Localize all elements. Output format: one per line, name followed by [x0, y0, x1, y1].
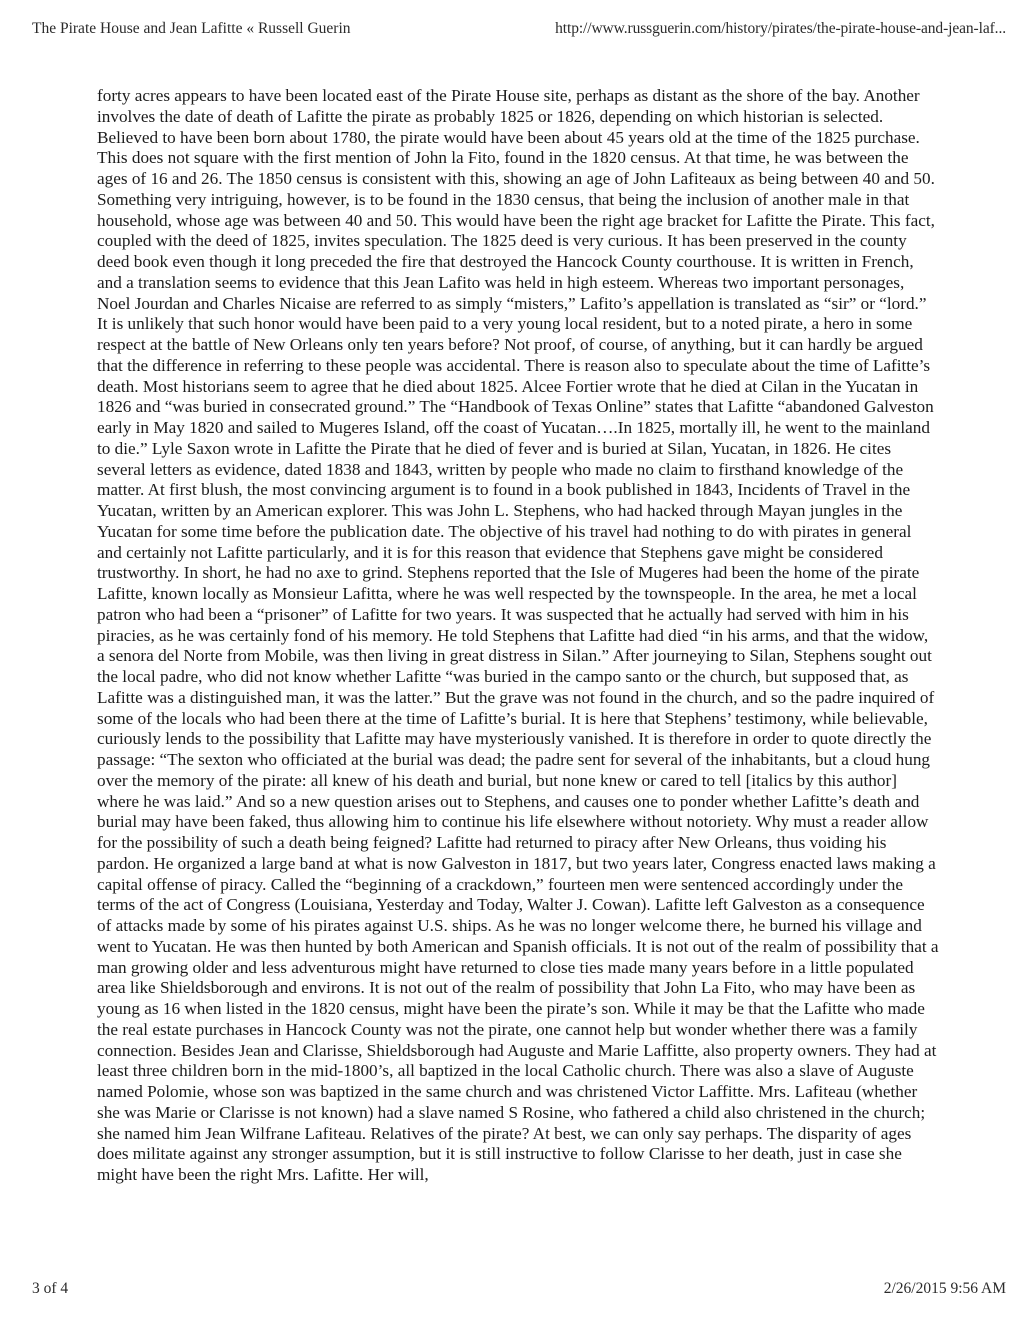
page-header [32, 20, 1006, 44]
page-footer [32, 1280, 1006, 1304]
print-datetime: 2/26/2015 9:56 AM [883, 1280, 1006, 1297]
page-url: http://www.russguerin.com/history/pirates/the-pirate-house-and-jean-laf... [555, 20, 1006, 37]
page-number: 3 of 4 [32, 1280, 69, 1297]
article-body-text: forty acres appears to have been located east of the Pirate House site, perhaps as distant as the shore of the bay. Another involves the date of death of Lafitte the pirate as probably 1825 or 1826, depending on which historian is selected. Believed to have been born about 1780, the pirate would have been about 45 years old at the time of the 1825 purchase. This does not square with the first mention of John la Fito, found in the 1820 census. At that time, he was between the ages of 16 and 26. The 1850 census is consistent with this, showing an age of John Lafiteaux as being between 40 and 50. Something very intriguing, however, is to be found in the 1830 census, that being the inclusion of another male in that household, whose age was between 40 and 50. This would have been the right age bracket for Lafitte the Pirate. This fact, coupled with the deed of 1825, invites speculation. The 1825 deed is very curious. It has been preserved in the county deed book even though it long preceded the fire that destroyed the Hancock County courthouse. It is written in French, and a translation seems to evidence that this Jean Lafito was held in high esteem. Whereas two important personages, Noel Jourdan and Charles Nicaise are referred to as simply “misters,” Lafito’s appellation is translated as “sir” or “lord.” It is unlikely that such honor would have been paid to a very young local resident, but to a noted pirate, a hero in some respect at the battle of New Orleans only ten years before? Not proof, of course, of anything, but it can hardly be argued that the difference in referring to these people was accidental. There is reason also to speculate about the time of Lafitte’s death. Most historians seem to agree that he died about 1825. Alcee Fortier wrote that he died at Cilan in the Yucatan in 1826 and “was buried in consecrated ground.” The “Handbook of Texas Online” states that Lafitte “abandoned Galveston early in May 1820 and sailed to Mugeres Island, off the coast of Yucatan….In 1825, mortally ill, he went to the mainland to die.” Lyle Saxon wrote in Lafitte the Pirate that he died of fever and is buried at Silan, Yucatan, in 1826. He cites several letters as evidence, dated 1838 and 1843, written by people who made no claim to firsthand knowledge of the matter. At first blush, the most convincing argument is to found in a book published in 1843, Incidents of Travel in the Yucatan, written by an American explorer. This was John L. Stephens, who had hacked through Mayan jungles in the Yucatan for some time before the publication date. The objective of his travel had nothing to do with pirates in general and certainly not Lafitte particularly, and it is for this reason that evidence that Stephens gave might be considered trustworthy. In short, he had no axe to grind. Stephens reported that the Isle of Mugeres had been the home of the pirate Lafitte, known locally as Monsieur Lafitta, where he was well respected by the townspeople. In the area, he met a local patron who had been a “prisoner” of Lafitte for two years. It was suspected that he actually had served with him in his piracies, as he was certainly fond of his memory. He told Stephens that Lafitte had died “in his arms, and that the widow, a senora del Norte from Mobile, was then living in great distress in Silan.” After journeying to Silan, Stephens sought out the local padre, who did not know whether Lafitte “was buried in the campo santo or the church, but supposed that, as Lafitte was a distinguished man, it was the latter.” But the grave was not found in the church, and so the padre inquired of some of the locals who had been there at the time of Lafitte’s burial. It is here that Stephens’ testimony, while believable, curiously lends to the possibility that Lafitte may have mysteriously vanished. It is therefore in order to quote directly the passage: “The sexton who officiated at the burial was dead; the padre sent for several of the inhabitants, but a cloud hung over the memory of the pirate: all knew of his death and burial, but none knew or cared to tell [italics by this author] where he was laid.” And so a new question arises out to Stephens, and causes one to ponder whether Lafitte’s death and burial may have been faked, thus allowing him to continue his life elsewhere without notoriety. Why must a reader allow for the possibility of such a death being feigned? Lafitte had returned to piracy after New Orleans, thus voiding his pardon. He organized a large band at what is now Galveston in 1817, but two years later, Congress enacted laws making a capital offense of piracy. Called the “beginning of a crackdown,” fourteen men were sentenced accordingly under the terms of the act of Congress (Louisiana, Yesterday and Today, Walter J. Cowan). Lafitte left Galveston as a consequence of attacks made by some of his pirates against U.S. ships. As he was no longer welcome there, he burned his village and went to Yucatan. He was then hunted by both American and Spanish officials. It is not out of the realm of possibility that a man growing older and less adventurous might have returned to close ties made many years before in a little populated area like Shieldsborough and environs. It is not out of the realm of possibility that John La Fito, who may have been as young as 16 when listed in the 1820 census, might have been the pirate’s son. While it may be that the Lafitte who made the real estate purchases in Hancock County was not the pirate, one cannot help but wonder whether there was a family connection. Besides Jean and Clarisse, Shieldsborough had Auguste and Marie Laffitte, also property owners. They had at least three children born in the mid-1800’s, all baptized in the local Catholic church. There was also a slave of Auguste named Polomie, whose son was baptized in the same church and was christened Victor Laffitte. Mrs. Lafiteau (whether she was Marie or Clarisse is not known) had a slave named S Rosine, who fathered a child also christened in the church; she named him Jean Wilfrane Lafiteau. Relatives of the pirate? At best, we can only say perhaps. The disparity of ages does militate against any stronger assumption, but it is still instructive to follow Clarisse to her death, just in case she might have been the right Mrs. Lafitte. Her will, [97, 86, 939, 1184]
page-title: The Pirate House and Jean Lafitte « Russell Guerin [32, 20, 351, 37]
